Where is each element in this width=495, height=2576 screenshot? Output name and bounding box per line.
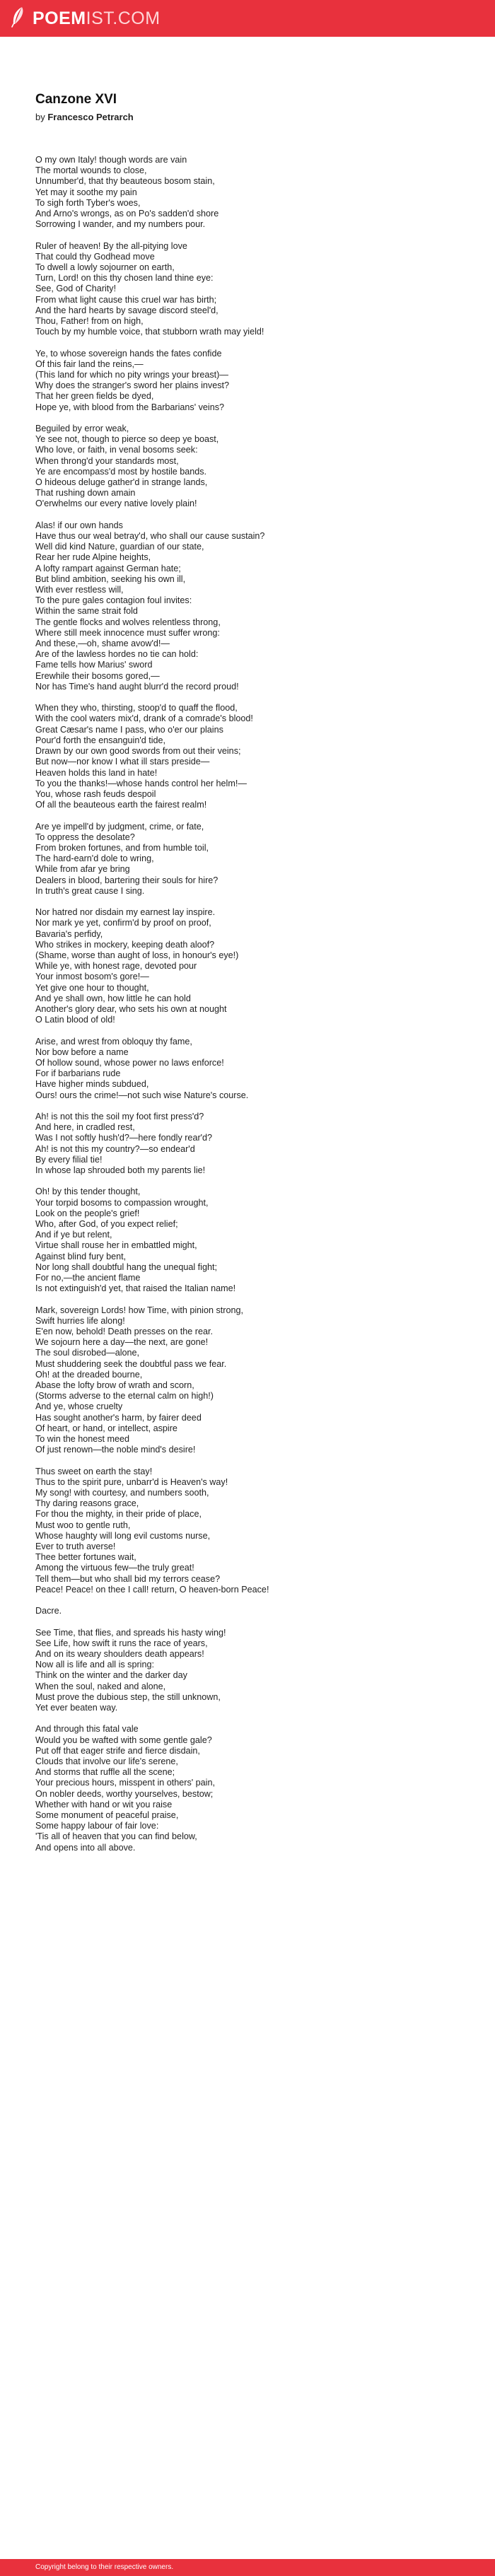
poem-line: Thy daring reasons grace,	[35, 1498, 139, 1509]
poem-line: For thou the mighty, in their pride of place,	[35, 1509, 202, 1520]
poem-body	[35, 155, 460, 1853]
poem-line: Nor bow before a name	[35, 1047, 129, 1057]
poem-line: Of hollow sound, whose power no laws enforce!	[35, 1057, 224, 1068]
poem-stanza	[35, 1628, 460, 1714]
poem-line: Thou, Father! from on high,	[35, 316, 144, 327]
poem-line: While from afar ye bring	[35, 864, 130, 875]
poem-line: Drawn by our own good swords from out their veins;	[35, 746, 241, 757]
poem-line: Who, after God, of you expect relief;	[35, 1218, 178, 1229]
author-link[interactable]: Francesco Petrarch	[47, 112, 134, 122]
poem-line: Tell them—but who shall bid my terrors cease?	[35, 1573, 221, 1584]
poem-line: Nor hatred nor disdain my earnest lay inspire.	[35, 907, 216, 918]
poem-stanza	[35, 907, 460, 1025]
poem-line: Was I not softly hush'd?—here fondly rear'd?	[35, 1133, 213, 1143]
poem-line: The soul disrobed—alone,	[35, 1348, 140, 1358]
poem-line: Heaven holds this land in hate!	[35, 767, 158, 778]
poem-line: Oh! by this tender thought,	[35, 1187, 141, 1197]
poem-line: And ye shall own, how little he can hold	[35, 993, 191, 1003]
poem-line: Ye, to whose sovereign hands the fates confide	[35, 348, 222, 359]
poem-line: Some monument of peaceful praise,	[35, 1810, 179, 1821]
poem-stanza	[35, 520, 460, 692]
poem-line: (Shame, worse than aught of loss, in honour's eye!)	[35, 950, 239, 960]
poem-stanza	[35, 1724, 460, 1853]
logo-bold-text: POEM	[33, 8, 86, 28]
poem-line: Of heart, or hand, or intellect, aspire	[35, 1423, 177, 1433]
poem-stanza	[35, 703, 460, 810]
poem-line: Mark, sovereign Lords! how Time, with pinion strong,	[35, 1305, 243, 1315]
poem-stanza	[35, 1305, 460, 1456]
poem-line: Ever to truth averse!	[35, 1541, 116, 1552]
poem-line: Ours! ours the crime!—not such wise Nature's course.	[35, 1090, 249, 1100]
poem-stanza	[35, 155, 460, 230]
poem-line: Ah! is not this the soil my foot first press'd?	[35, 1111, 204, 1121]
poem-line: And these,—oh, shame avow'd!—	[35, 639, 170, 649]
poem-line: Nor mark ye yet, confirm'd by proof on proof,	[35, 918, 211, 928]
poem-line: Your torpid bosoms to compassion wrought,	[35, 1197, 209, 1208]
poem-line: The mortal wounds to close,	[35, 165, 147, 176]
poem-line: Among the virtuous few—the truly great!	[35, 1563, 194, 1573]
poem-line: And Arno's wrongs, as on Po's sadden'd shore	[35, 209, 219, 219]
poem-stanza	[35, 1037, 460, 1101]
poem-line: Of this fair land the reins,—	[35, 359, 144, 369]
poem-line: When they who, thirsting, stoop'd to quaff the flood,	[35, 703, 238, 713]
poem-line: Pour'd forth the ensanguin'd tide,	[35, 735, 166, 745]
poem-line: But now—nor know I what ill stars preside—	[35, 757, 210, 767]
site-header	[0, 0, 495, 37]
poem-stanza	[35, 424, 460, 510]
poem-line: Yet ever beaten way.	[35, 1703, 118, 1713]
poem-line: That rushing down amain	[35, 488, 136, 499]
poem-line: Of all the beauteous earth the fairest realm!	[35, 800, 207, 810]
poem-stanza	[35, 349, 460, 413]
poem-line: On nobler deeds, worthy yourselves, bestow;	[35, 1788, 214, 1799]
poem-line: E'en now, behold! Death presses on the rear.	[35, 1326, 213, 1336]
poem-line: For no,—the ancient flame	[35, 1272, 141, 1283]
poem-line: Clouds that involve our life's serene,	[35, 1756, 178, 1767]
poem-line: My song! with courtesy, and numbers sooth,	[35, 1488, 209, 1498]
poem-line: When throng'd your standards most,	[35, 455, 179, 466]
poem-line: Nor long shall doubtful hang the unequal fight;	[35, 1261, 217, 1272]
poem-line: That her green fields be dyed,	[35, 391, 154, 402]
feather-quill-icon	[10, 6, 33, 31]
logo-light-text: IST.COM	[86, 8, 161, 28]
poem-line: Your inmost bosom's gore!—	[35, 972, 149, 982]
poem-line: To the pure gales contagion foul invites:	[35, 595, 192, 606]
poem-line: You, whose rash feuds despoil	[35, 788, 156, 799]
poem-line: Dealers in blood, bartering their souls for hire?	[35, 875, 219, 885]
poem-line: Sorrowing I wander, and my numbers pour.	[35, 219, 206, 230]
poem-line: Yet give one hour to thought,	[35, 982, 149, 993]
poem-line: Virtue shall rouse her in embattled might,	[35, 1240, 197, 1251]
poem-line: See Life, how swift it runs the race of years,	[35, 1638, 208, 1648]
poem-stanza	[35, 822, 460, 897]
poem-line: Turn, Lord! on this thy chosen land thine eye:	[35, 273, 214, 284]
poem-line: Are ye impell'd by judgment, crime, or fate,	[35, 821, 204, 832]
poem-line: Have higher minds subdued,	[35, 1079, 149, 1090]
poem-article	[35, 92, 460, 1864]
poem-line: Hope ye, with blood from the Barbarians' veins?	[35, 402, 225, 412]
poem-line: Another's glory dear, who sets his own at nought	[35, 1003, 227, 1014]
poem-line: Oh! at the dreaded bourne,	[35, 1369, 143, 1380]
poem-line: Now all is life and all is spring:	[35, 1660, 154, 1670]
poem-line: Swift hurries life along!	[35, 1315, 125, 1326]
poem-line: Your precious hours, misspent in others' pain,	[35, 1778, 215, 1788]
poem-line: Fame tells how Marius' sword	[35, 660, 153, 670]
poem-line: Thee better fortunes wait,	[35, 1552, 136, 1563]
poem-line: Have thus our weal betray'd, who shall our cause sustain?	[35, 531, 265, 542]
poem-line: In whose lap shrouded both my parents lie!	[35, 1165, 206, 1175]
poem-line: Alas! if our own hands	[35, 520, 123, 530]
poem-line: Peace! Peace! on thee I call! return, O heaven-born Peace!	[35, 1584, 269, 1595]
poem-line: To sigh forth Tyber's woes,	[35, 197, 141, 208]
poem-line: And through this fatal vale	[35, 1724, 139, 1735]
poem-line: A lofty rampart against German hate;	[35, 563, 181, 573]
poem-line: Nor has Time's hand aught blurr'd the record proud!	[35, 681, 239, 692]
poem-line: Ye see not, though to pierce so deep ye boast,	[35, 434, 219, 445]
poem-line: Arise, and wrest from obloquy thy fame,	[35, 1036, 192, 1047]
site-logo-text	[33, 7, 161, 30]
poem-line: With ever restless will,	[35, 585, 124, 595]
poem-line: Great Cæsar's name I pass, who o'er our plains	[35, 724, 223, 735]
copyright-notice: Copyright belong to their respective owners.	[35, 2563, 174, 2571]
poem-line: Touch by my humble voice, that stubborn wrath may yield!	[35, 327, 264, 337]
poem-line: Rear her rude Alpine heights,	[35, 552, 151, 563]
poem-line: Bavaria's perfidy,	[35, 928, 103, 939]
poem-line: And opens into all above.	[35, 1842, 136, 1853]
poem-line: Within the same strait fold	[35, 606, 138, 617]
poem-line: Would you be wafted with some gentle gale?	[35, 1735, 212, 1745]
poem-line: 'Tis all of heaven that you can find below,	[35, 1831, 197, 1842]
poem-line: Put off that eager strife and fierce disdain,	[35, 1745, 200, 1756]
poem-stanza	[35, 1467, 460, 1595]
poem-line: Who strikes in mockery, keeping death aloof?	[35, 939, 215, 950]
poem-byline	[35, 112, 460, 123]
poem-line: Is not extinguish'd yet, that raised the Italian name!	[35, 1283, 236, 1294]
poem-line: To dwell a lowly sojourner on earth,	[35, 262, 175, 273]
poem-line: Against blind fury bent,	[35, 1251, 127, 1261]
poem-line: From what light cause this cruel war has birth;	[35, 294, 217, 305]
poem-line: Some happy labour of fair love:	[35, 1821, 159, 1831]
poem-line: Erewhile their bosoms gored,—	[35, 670, 160, 681]
poem-line: See, God of Charity!	[35, 284, 117, 294]
poem-line: Well did kind Nature, guardian of our state,	[35, 542, 204, 552]
poem-line: Look on the people's grief!	[35, 1208, 140, 1218]
poem-line: And storms that ruffle all the scene;	[35, 1767, 175, 1778]
poem-line: Where still meek innocence must suffer wrong:	[35, 627, 220, 638]
poem-line: And here, in cradled rest,	[35, 1122, 135, 1133]
poem-line: Ye are encompass'd most by hostile bands.	[35, 466, 207, 477]
poem-line: In truth's great cause I sing.	[35, 885, 145, 896]
poem-line: Ruler of heaven! By the all-pitying love	[35, 240, 187, 251]
site-logo-link[interactable]	[10, 7, 161, 30]
poem-line: And the hard hearts by savage discord steel'd,	[35, 305, 219, 315]
poem-line: Must prove the dubious step, the still unknown,	[35, 1691, 221, 1702]
poem-line: While ye, with honest rage, devoted pour	[35, 961, 197, 972]
poem-line: O hideous deluge gather'd in strange lands,	[35, 477, 208, 488]
poem-line: That could thy Godhead move	[35, 251, 155, 262]
poem-line: Thus to the spirit pure, unbarr'd is Heaven's way!	[35, 1476, 228, 1487]
poem-line: To oppress the desolate?	[35, 832, 135, 842]
poem-line: O Latin blood of old!	[35, 1015, 115, 1025]
poem-stanza	[35, 241, 460, 338]
poem-line: Ah! is not this my country?—so endear'd	[35, 1143, 195, 1154]
poem-line: O'erwhelms our every native lovely plain!	[35, 499, 197, 509]
by-label: by	[35, 112, 45, 122]
poem-line: Beguiled by error weak,	[35, 424, 129, 434]
poem-line: And ye, whose cruelty	[35, 1401, 123, 1412]
poem-line: O my own Italy! though words are vain	[35, 155, 187, 165]
poem-stanza	[35, 1112, 460, 1176]
poem-line: From broken fortunes, and from humble toil,	[35, 842, 209, 853]
poem-line: Yet may it soothe my pain	[35, 187, 137, 197]
poem-title: Canzone XVI	[35, 92, 117, 107]
poem-line: Who love, or faith, in venal bosoms seek:	[35, 445, 198, 455]
poem-line: But blind ambition, seeking his own ill,	[35, 573, 186, 584]
poem-line: And if ye but relent,	[35, 1230, 112, 1240]
poem-stanza	[35, 1187, 460, 1294]
poem-line: Must shuddering seek the doubtful pass we fear.	[35, 1358, 227, 1369]
poem-line: To win the honest meed	[35, 1434, 130, 1444]
poem-line: Abase the lofty brow of wrath and scorn,	[35, 1380, 194, 1390]
poem-line: Must woo to gentle ruth,	[35, 1520, 131, 1530]
poem-line: Whether with hand or wit you raise	[35, 1799, 173, 1809]
poem-line: The hard-earn'd dole to wring,	[35, 853, 154, 864]
poem-line: Are of the lawless hordes no tie can hold:	[35, 649, 199, 660]
poem-line: With the cool waters mix'd, drank of a comrade's blood!	[35, 713, 253, 724]
poem-line: Unnumber'd, that thy beauteous bosom stain,	[35, 176, 215, 187]
poem-line: We sojourn here a day—the next, are gone!	[35, 1337, 209, 1348]
poem-line: By every filial tie!	[35, 1154, 103, 1165]
poem-line: See Time, that flies, and spreads his hasty wing!	[35, 1627, 226, 1638]
poem-line: Dacre.	[35, 1606, 62, 1616]
poem-line: Has sought another's harm, by fairer deed	[35, 1412, 202, 1423]
poem-stanza	[35, 1606, 460, 1616]
site-footer	[0, 2559, 495, 2576]
poem-line: And on its weary shoulders death appears!	[35, 1649, 204, 1660]
poem-line: (Storms adverse to the eternal calm on high!)	[35, 1391, 214, 1401]
poem-line: Of just renown—the noble mind's desire!	[35, 1445, 196, 1455]
poem-line: Why does the stranger's sword her plains invest?	[35, 380, 230, 391]
poem-line: The gentle flocks and wolves relentless throng,	[35, 617, 221, 627]
poem-line: Whose haughty will long evil customs nurse,	[35, 1530, 211, 1541]
poem-line: When the soul, naked and alone,	[35, 1681, 166, 1691]
poem-line: Thus sweet on earth the stay!	[35, 1466, 153, 1476]
poem-line: (This land for which no pity wrings your breast)—	[35, 370, 228, 380]
poem-line: For if barbarians rude	[35, 1068, 121, 1079]
poem-line: To you the thanks!—whose hands control her helm!—	[35, 778, 247, 788]
poem-line: Think on the winter and the darker day	[35, 1670, 187, 1681]
